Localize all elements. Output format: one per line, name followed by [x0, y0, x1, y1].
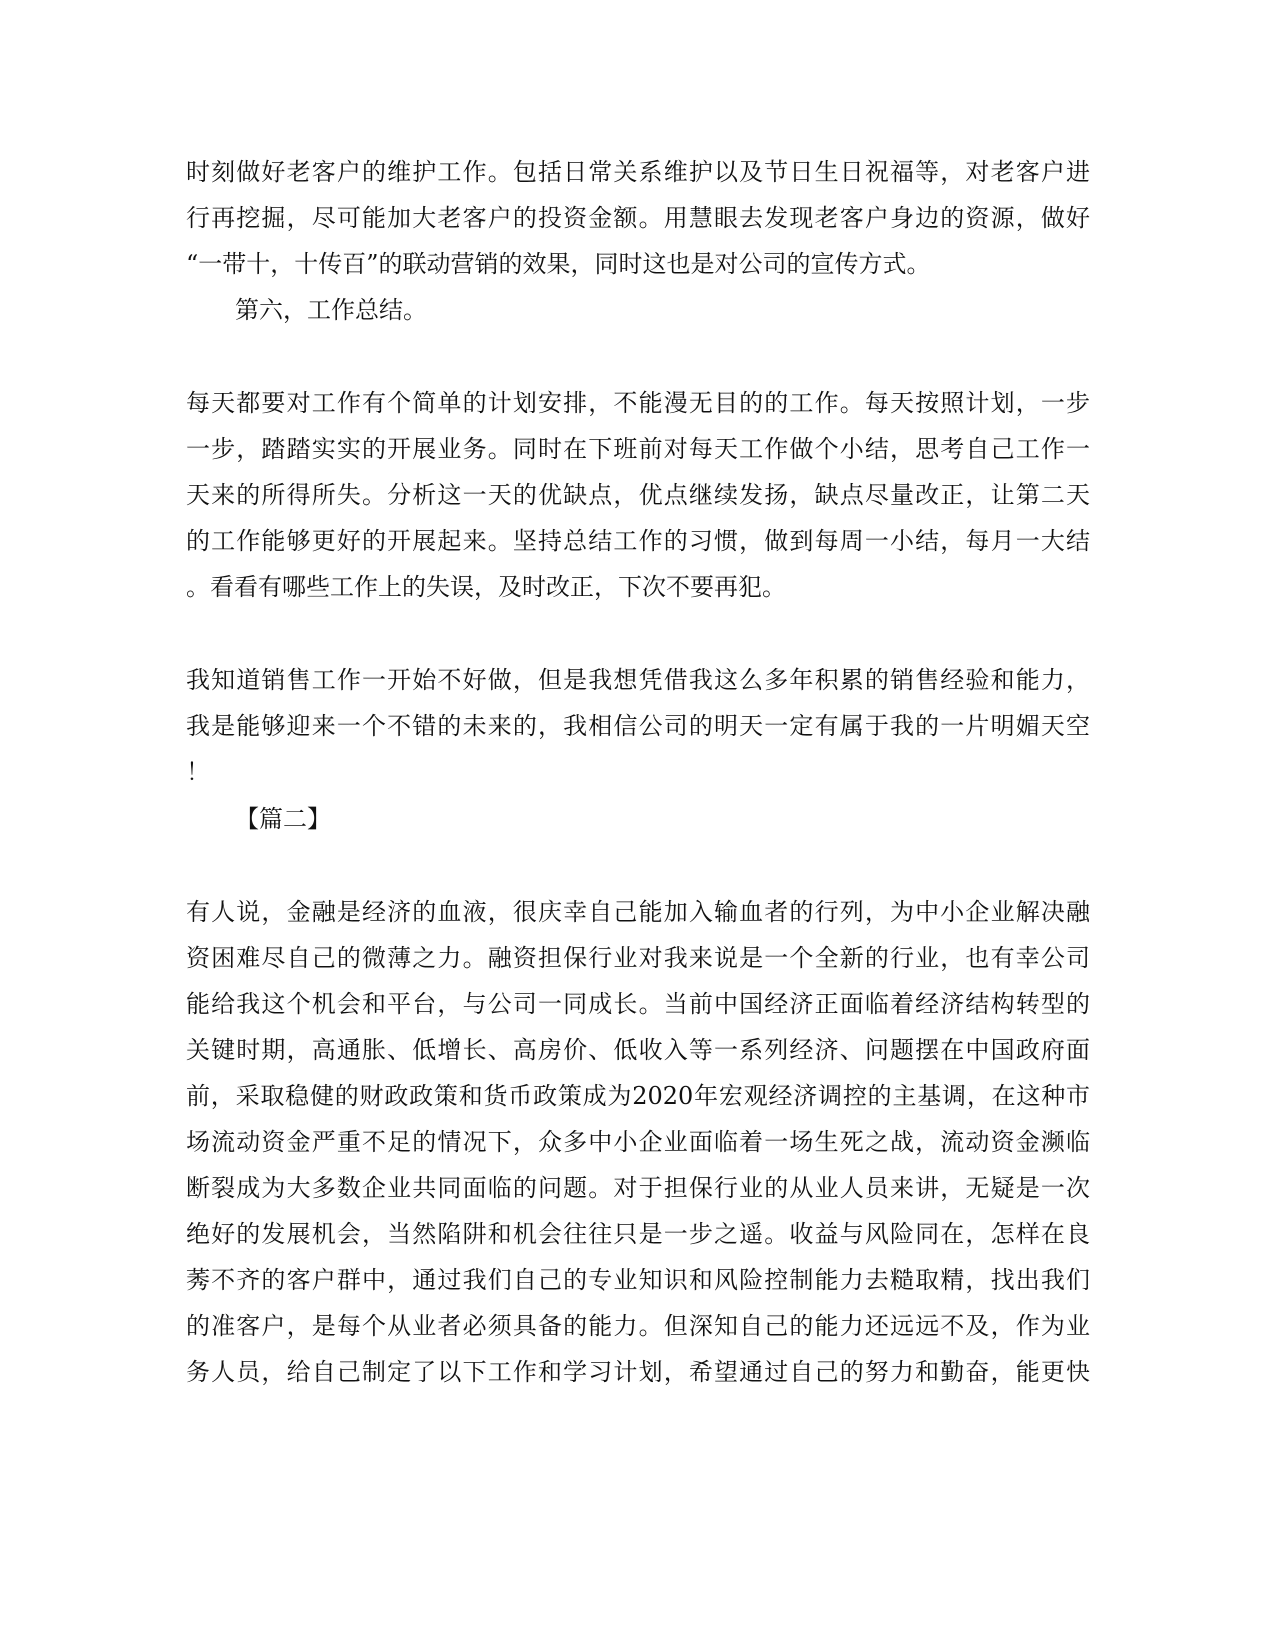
text-line: 莠不齐的客户群中，通过我们自己的专业知识和风险控制能力去糙取精，找出我们 — [186, 1266, 1090, 1294]
text-line: 场流动资金严重不足的情况下，众多中小企业面临着一场生死之战，流动资金濒临 — [186, 1128, 1090, 1156]
text-line: 有人说，金融是经济的血液，很庆幸自己能加入输血者的行列，为中小企业解决融 — [186, 898, 1090, 926]
section-heading: 第六，工作总结。 — [235, 296, 427, 324]
text-line: 资困难尽自己的微薄之力。融资担保行业对我来说是一个全新的行业，也有幸公司 — [186, 944, 1090, 972]
text-line: 的准客户，是每个从业者必须具备的能力。但深知自己的能力还远远不及，作为业 — [186, 1312, 1090, 1340]
part-heading: 【篇二】 — [235, 805, 331, 833]
text-line: 天来的所得所失。分析这一天的优缺点，优点继续发扬，缺点尽量改正，让第二天 — [186, 481, 1090, 509]
text-line: 我是能够迎来一个不错的未来的，我相信公司的明天一定有属于我的一片明媚天空 — [186, 712, 1090, 740]
text-line: 务人员，给自己制定了以下工作和学习计划，希望通过自己的努力和勤奋，能更快 — [186, 1358, 1090, 1386]
text-line: 时刻做好老客户的维护工作。包括日常关系维护以及节日生日祝福等，对老客户进 — [186, 158, 1090, 186]
text-line: ！ — [186, 758, 210, 786]
text-line: 绝好的发展机会，当然陷阱和机会往往只是一步之遥。收益与风险同在，怎样在良 — [186, 1220, 1090, 1248]
text-line: 的工作能够更好的开展起来。坚持总结工作的习惯，做到每周一小结，每月一大结 — [186, 527, 1090, 555]
text-line: 能给我这个机会和平台，与公司一同成长。当前中国经济正面临着经济结构转型的 — [186, 990, 1090, 1018]
text-line: 行再挖掘，尽可能加大老客户的投资金额。用慧眼去发现老客户身边的资源，做好 — [186, 204, 1090, 232]
text-line: 前，采取稳健的财政政策和货币政策成为2020年宏观经济调控的主基调，在这种市 — [186, 1082, 1090, 1110]
text-line: “一带十，十传百”的联动营销的效果，同时这也是对公司的宣传方式。 — [186, 250, 931, 278]
text-line: 我知道销售工作一开始不好做，但是我想凭借我这么多年积累的销售经验和能力， — [186, 666, 1090, 694]
text-line: 一步，踏踏实实的开展业务。同时在下班前对每天工作做个小结，思考自己工作一 — [186, 435, 1090, 463]
text-line: 断裂成为大多数企业共同面临的问题。对于担保行业的从业人员来讲，无疑是一次 — [186, 1174, 1090, 1202]
text-line: 。看看有哪些工作上的失误，及时改正，下次不要再犯。 — [186, 573, 786, 601]
text-line: 关键时期，高通胀、低增长、高房价、低收入等一系列经济、问题摆在中国政府面 — [186, 1036, 1090, 1064]
text-line: 每天都要对工作有个简单的计划安排，不能漫无目的的工作。每天按照计划，一步 — [186, 389, 1090, 417]
